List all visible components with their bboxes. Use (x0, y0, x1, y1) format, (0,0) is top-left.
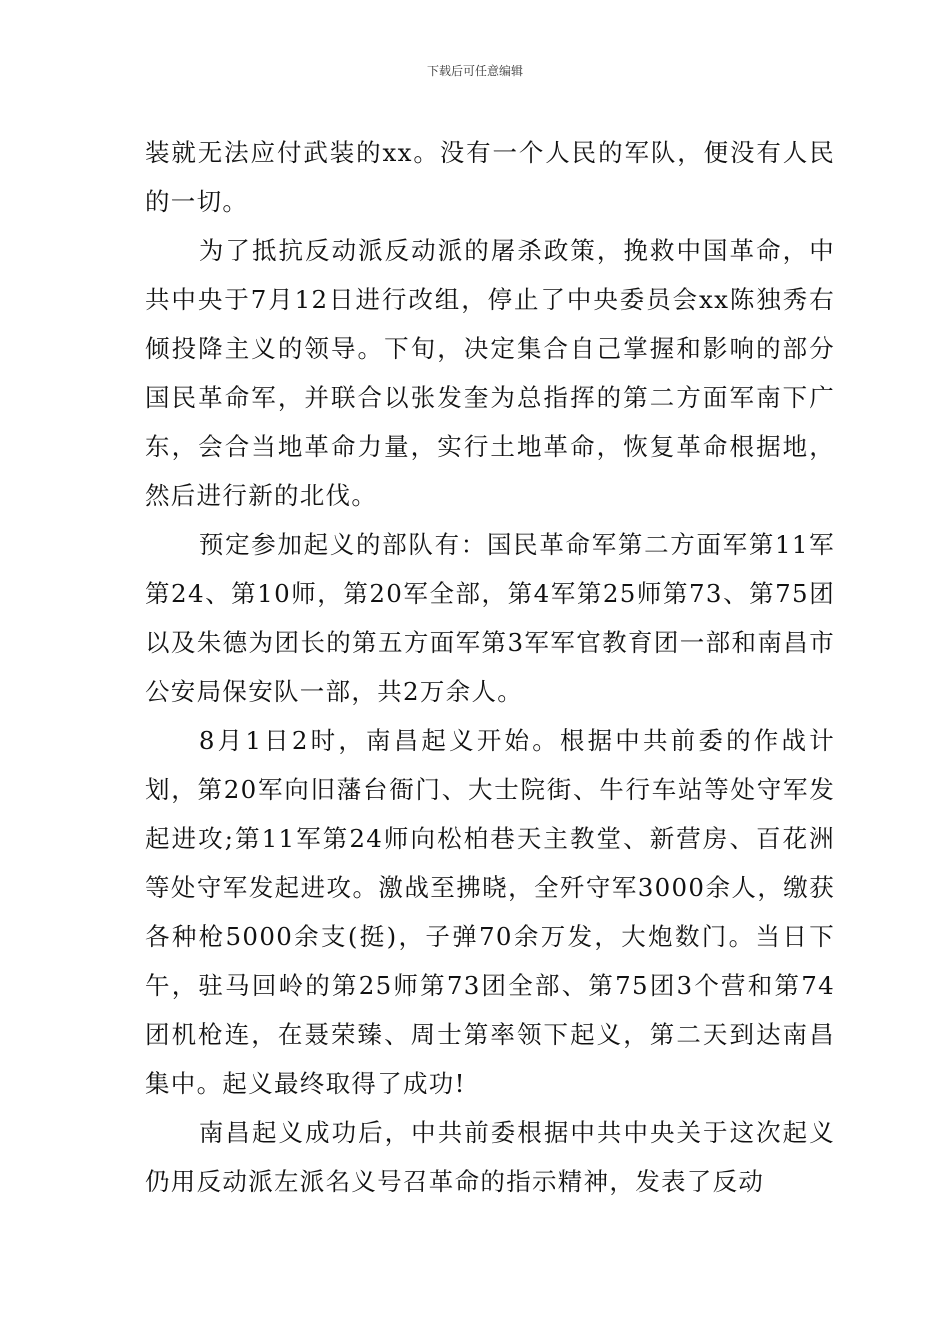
document-body (145, 128, 835, 1206)
paragraph: 为了抵抗反动派反动派的屠杀政策，挽救中国革命，中共中央于7月12日进行改组，停止了中央委员会xx陈独秀右倾投降主义的领导。下旬，决定集合自己掌握和影响的部分国民革命军，并联合以张发奎为总指挥的第二方面军南下广东，会合当地革命力量，实行土地革命，恢复革命根据地，然后进行新的北伐。 (145, 236, 835, 510)
page-header: 下载后可任意编辑 (426, 64, 523, 78)
paragraph: 预定参加起义的部队有：国民革命军第二方面军第11军第24、第10师，第20军全部，第4军第25师第73、第75团以及朱德为团长的第五方面军第3军军官教育团一部和南昌市公安局保安队一部，共2万余人。 (145, 530, 835, 706)
paragraph: 南昌起义成功后，中共前委根据中共中央关于这次起义仍用反动派左派名义号召革命的指示精神，发表了反动 (145, 1118, 835, 1196)
paragraph-continuation: 装就无法应付武装的xx。没有一个人民的军队，便没有人民的一切。 (145, 138, 835, 216)
paragraph: 8月1日2时，南昌起义开始。根据中共前委的作战计划，第20军向旧藩台衙门、大士院街、牛行车站等处守军发起进攻;第11军第24师向松柏巷天主教堂、新营房、百花洲等处守军发起进攻。激战至拂晓，全歼守军3000余人，缴获各种枪5000余支(挺)，子弹70余万发，大炮数门。当日下午，驻马回岭的第25师第73团全部、第75团3个营和第74团机枪连，在聂荣臻、周士第率领下起义，第二天到达南昌集中。起义最终取得了成功! (145, 726, 835, 1098)
